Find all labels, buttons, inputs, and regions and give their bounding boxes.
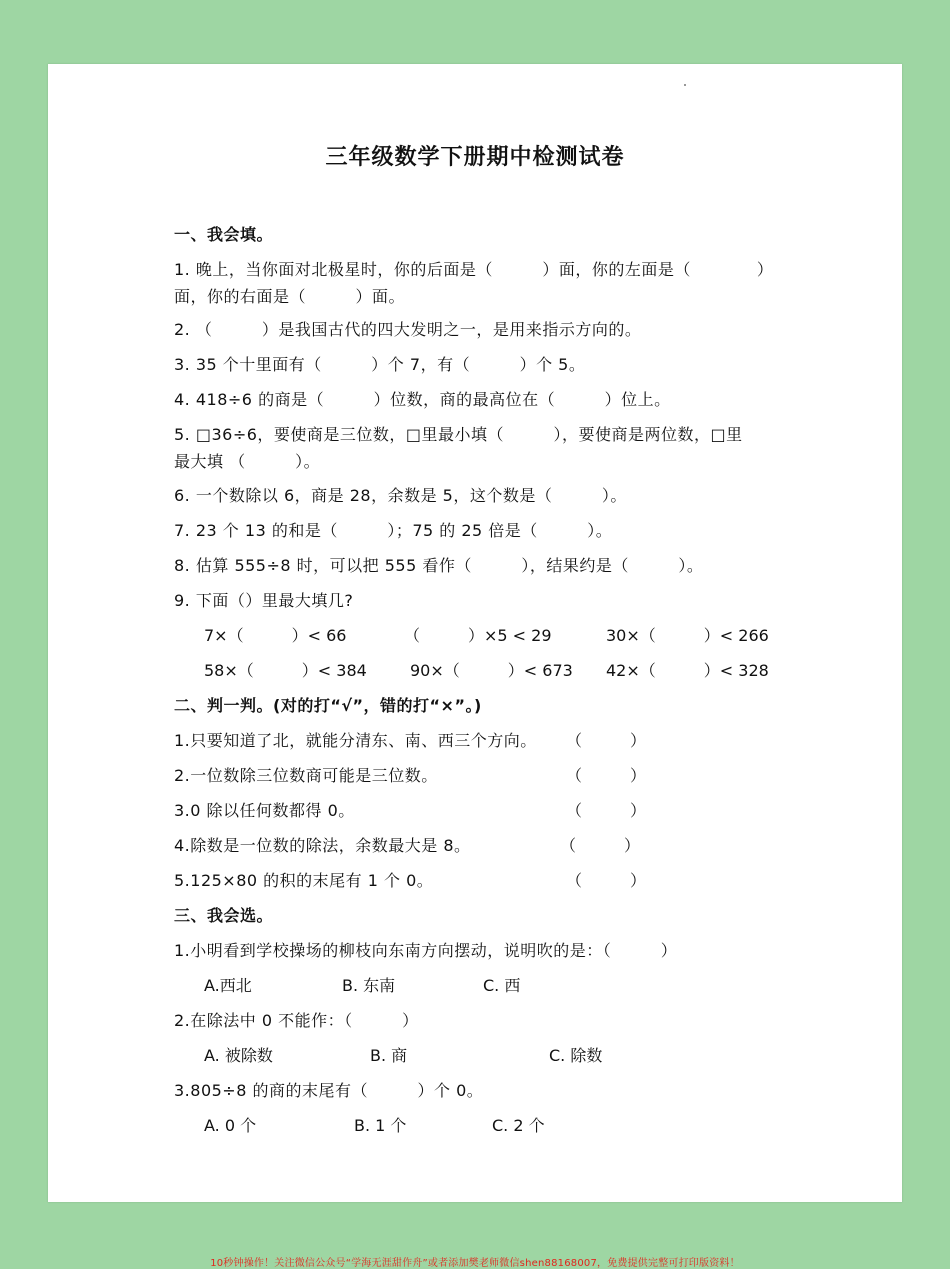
choice-q1: 1.小明看到学校操场的柳枝向东南方向摆动，说明吹的是：（ ） xyxy=(174,941,678,960)
judge-paren: （ ） xyxy=(560,836,641,855)
q9-item: 58×（ ）< 384 xyxy=(204,661,367,680)
q9-item: 7×（ ）< 66 xyxy=(204,626,347,645)
choice-option: C. 2 个 xyxy=(492,1116,545,1135)
judge-item: 2.一位数除三位数商可能是三位数。 xyxy=(174,766,438,785)
judge-item: 5.125×80 的积的末尾有 1 个 0。 xyxy=(174,871,434,890)
q9-item: 90×（ ）< 673 xyxy=(410,661,573,680)
choice-option: A. 0 个 xyxy=(204,1116,257,1135)
fill-q1-line1: 1. 晚上，当你面对北极星时，你的后面是（ ）面，你的左面是（ ） xyxy=(174,260,774,279)
fill-q4: 4. 418÷6 的商是（ ）位数，商的最高位在（ ）位上。 xyxy=(174,390,671,409)
choice-option: A. 被除数 xyxy=(204,1046,273,1065)
choice-option: C. 除数 xyxy=(549,1046,603,1065)
section2-heading: 二、判一判。(对的打“√”，错的打“×”。) xyxy=(174,696,482,715)
q9-item: 30×（ ）< 266 xyxy=(606,626,769,645)
fill-q5-line1: 5. □36÷6，要使商是三位数，□里最小填（ ），要使商是两位数，□里 xyxy=(174,425,743,444)
section3-heading: 三、我会选。 xyxy=(174,906,274,925)
choice-option: B. 1 个 xyxy=(354,1116,407,1135)
choice-q3: 3.805÷8 的商的末尾有（ ）个 0。 xyxy=(174,1081,484,1100)
fill-q6: 6. 一个数除以 6，商是 28，余数是 5，这个数是（ ）。 xyxy=(174,486,627,505)
fill-q3: 3. 35 个十里面有（ ）个 7，有（ ）个 5。 xyxy=(174,355,586,374)
fill-q7: 7. 23 个 13 的和是（ ）；75 的 25 倍是（ ）。 xyxy=(174,521,613,540)
judge-paren: （ ） xyxy=(566,801,647,820)
fill-q5-line2: 最大填 （ ）。 xyxy=(174,452,321,471)
choice-option: B. 东南 xyxy=(342,976,396,995)
judge-paren: （ ） xyxy=(566,871,647,890)
scan-dot xyxy=(684,84,686,86)
q9-item: （ ）×5 < 29 xyxy=(404,626,552,645)
promo-footer: 10秒钟操作！关注微信公众号“学海无涯甜作舟”或者添加樊老师微信shen88168007，免费提供完整可打印版资料！ xyxy=(210,1258,740,1269)
choice-q2: 2.在除法中 0 不能作：（ ） xyxy=(174,1011,419,1030)
fill-q1-line2: 面，你的右面是（ ）面。 xyxy=(174,287,406,306)
exam-title: 三年级数学下册期中检测试卷 xyxy=(325,145,625,170)
judge-item: 4.除数是一位数的除法，余数最大是 8。 xyxy=(174,836,471,855)
fill-q9: 9. 下面（）里最大填几? xyxy=(174,591,354,610)
section1-heading: 一、我会填。 xyxy=(174,225,274,244)
choice-option: A.西北 xyxy=(204,976,252,995)
fill-q8: 8. 估算 555÷8 时，可以把 555 看作（ ），结果约是（ ）。 xyxy=(174,556,704,575)
judge-item: 1.只要知道了北，就能分清东、南、西三个方向。 xyxy=(174,731,537,750)
judge-item: 3.0 除以任何数都得 0。 xyxy=(174,801,355,820)
fill-q2: 2. （ ）是我国古代的四大发明之一，是用来指示方向的。 xyxy=(174,320,642,339)
q9-item: 42×（ ）< 328 xyxy=(606,661,769,680)
judge-paren: （ ） xyxy=(566,766,647,785)
judge-paren: （ ） xyxy=(566,731,647,750)
choice-option: C. 西 xyxy=(483,976,521,995)
choice-option: B. 商 xyxy=(370,1046,408,1065)
